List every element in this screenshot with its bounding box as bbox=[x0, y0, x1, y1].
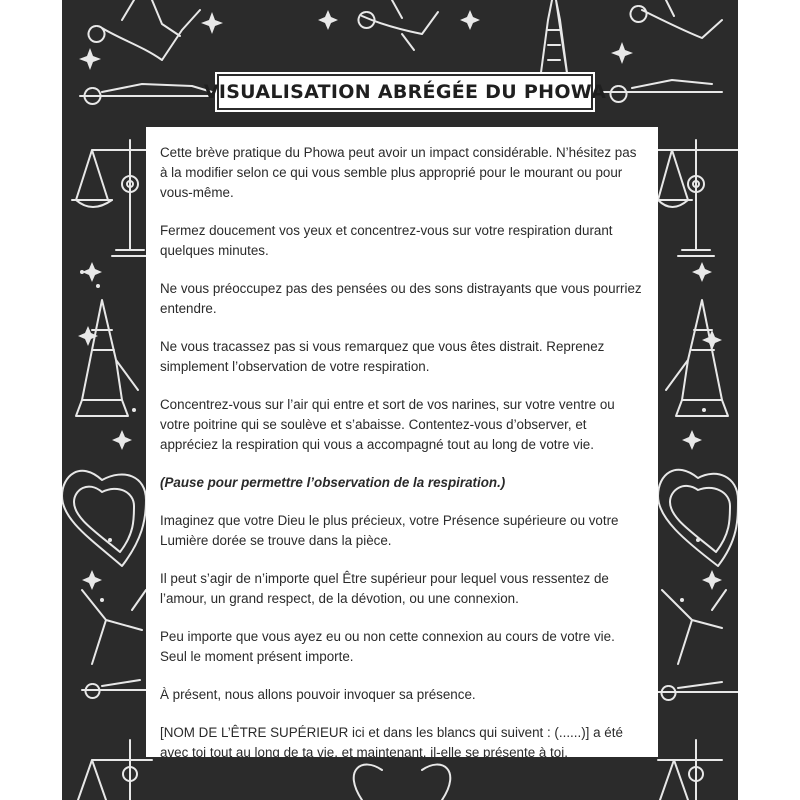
paragraph: Ne vous préoccupez pas des pensées ou des sons distrayants que vous pourriez entendre. bbox=[160, 281, 642, 316]
paragraph: Il peut s’agir de n’importe quel Être supérieur pour lequel vous ressentez de l’amour, un grand respect, de la dévotion, ou une connexion. bbox=[160, 571, 609, 606]
paragraph: Cette brève pratique du Phowa peut avoir un impact considérable. N’hésitez pas à la modifier selon ce qui vous semble plus approprié pour le mourant ou pour vous-même. bbox=[160, 145, 637, 200]
paragraph: Peu importe que vous ayez eu ou non cette connexion au cours de votre vie. Seul le moment présent importe. bbox=[160, 629, 615, 664]
reclining-figure-icon bbox=[82, 590, 146, 698]
paragraph: Concentrez-vous sur l’air qui entre et sort de vos narines, sur votre ventre ou votre poitrine qui se soulève et s’abaisse. Contentez-vous d’observer, et appréciez la respiration qui vous a accompagné tout au long de votre vie. bbox=[160, 397, 615, 452]
reclining-figure-icon bbox=[359, 0, 439, 50]
balance-scale-icon bbox=[72, 140, 148, 256]
text-panel bbox=[146, 127, 658, 760]
pause-instruction: (Pause pour permettre l’observation de la respiration.) bbox=[160, 475, 506, 490]
paragraph: Fermez doucement vos yeux et concentrez-vous sur votre respiration durant quelques minutes. bbox=[160, 223, 613, 258]
balance-scale-icon bbox=[652, 140, 738, 256]
paragraph: [NOM DE L’ÊTRE SUPÉRIEUR ici et dans les blancs qui suivent : (......)] a été avec toi tout au long de ta vie, et maintenant, il-elle se présente à toi. bbox=[160, 725, 623, 760]
praying-hands-icon bbox=[666, 300, 728, 416]
page bbox=[62, 0, 738, 800]
paragraph: Ne vous tracassez pas si vous remarquez que vous êtes distrait. Reprenez simplement l’observation de votre respiration. bbox=[160, 339, 605, 374]
heart-icon bbox=[62, 471, 146, 566]
page-title: VISUALISATION ABRÉGÉE DU PHOWA bbox=[203, 81, 607, 103]
reclining-figure-icon bbox=[658, 590, 738, 700]
paragraph: À présent, nous allons pouvoir invoquer sa présence. bbox=[160, 687, 476, 702]
title-banner bbox=[203, 74, 607, 110]
paragraph: Imaginez que votre Dieu le plus précieux, votre Présence supérieure ou votre Lumière dorée se trouve dans la pièce. bbox=[160, 513, 619, 548]
praying-hands-icon bbox=[76, 300, 138, 416]
heart-icon bbox=[658, 470, 738, 566]
heart-icon bbox=[354, 765, 451, 800]
reclining-figure-icon bbox=[80, 0, 212, 104]
